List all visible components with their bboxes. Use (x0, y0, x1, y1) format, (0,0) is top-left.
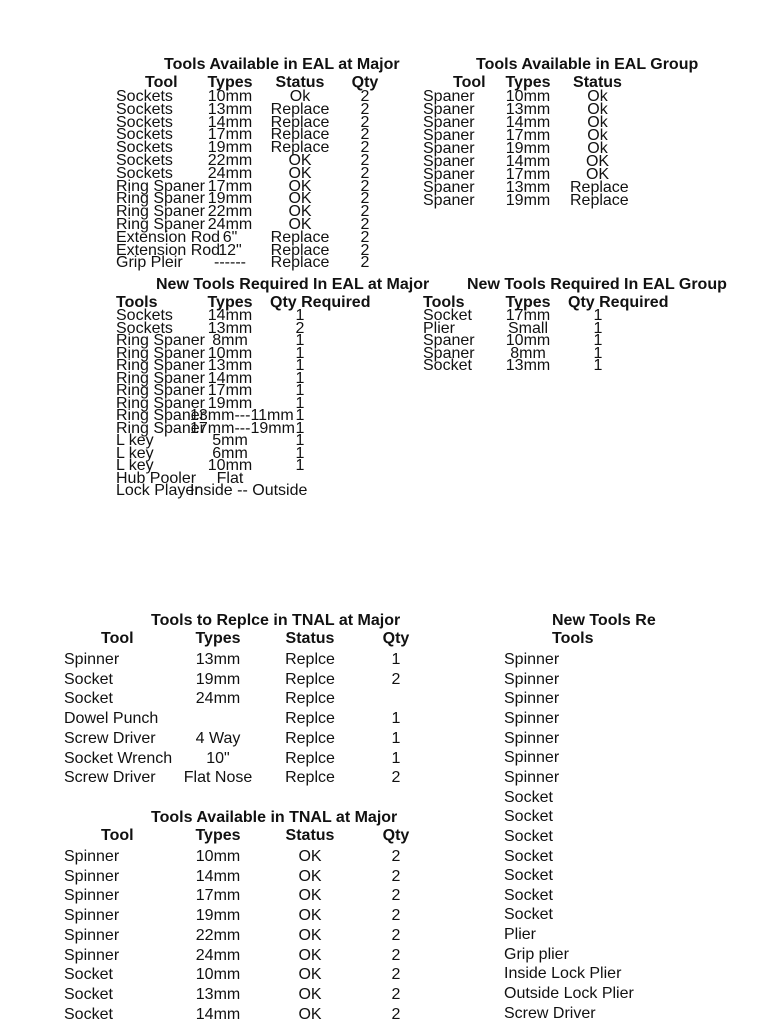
table-cell: 10mm (505, 332, 551, 349)
table-cell: 22mm (207, 203, 253, 221)
table-cell: 1 (593, 357, 603, 374)
column-header: Types (207, 74, 253, 91)
table-cell: Extension Rod (116, 228, 221, 246)
table-cell: Socket (64, 690, 113, 708)
table-cell: OK (288, 164, 312, 182)
table-cell: 1 (295, 357, 305, 374)
table-cell: 14mm (195, 867, 241, 885)
table-cell: Spinner (504, 670, 560, 688)
table-cell: OK (288, 177, 312, 195)
table-cell: Spaner (423, 166, 475, 183)
table-cell: 8mm (510, 344, 546, 362)
column-header: Tools (116, 294, 158, 311)
table-cell: 2 (391, 907, 401, 925)
table-cell: 13mm (195, 651, 241, 668)
table-cell: Inside -- Outside (190, 482, 308, 499)
table-cell: Sockets (116, 164, 173, 182)
table-cell: Socket (504, 827, 553, 845)
table-cell: Ring Spaner (116, 407, 205, 424)
table-cell: Replace (270, 254, 330, 272)
table-cell: 19mm (505, 192, 551, 209)
table-cell: 2 (360, 152, 370, 169)
table-cell: Outside Lock Plier (504, 985, 634, 1003)
column-header: Tool (145, 74, 178, 91)
table-cell: 2 (360, 164, 370, 182)
table-cell: 1 (391, 749, 401, 767)
table-cell: 10mm (207, 88, 253, 105)
table-cell: 1 (593, 344, 603, 362)
table-cell: 1 (295, 407, 305, 424)
table-cell: 1 (295, 394, 305, 412)
table-cell: Spaner (423, 153, 475, 170)
table-cell: Spinner (504, 768, 560, 786)
table-cell: 2 (360, 113, 370, 131)
table-cell: Spaner (423, 114, 475, 131)
column-header: Status (275, 74, 325, 91)
table-cell: 19mm (195, 670, 241, 688)
table-cell: Spaner (423, 140, 475, 157)
table-cell: 6mm (212, 444, 248, 462)
table-cell: OK (298, 1005, 322, 1023)
table-cell: Replce (285, 710, 335, 728)
table-cell: 13mm (207, 319, 253, 337)
table-cell: Replace (270, 228, 330, 246)
table-cell: 2 (295, 319, 305, 337)
table-cell: Spinner (504, 709, 560, 727)
table-cell: Socket (64, 966, 113, 984)
table-cell: Sockets (116, 113, 173, 131)
table-cell: 1 (391, 651, 401, 668)
table-cell: Spaner (423, 101, 475, 118)
table-cell: Spaner (423, 179, 475, 196)
table-cell: Replace (570, 192, 629, 209)
table-cell: Ring Spaner (116, 203, 205, 221)
table-cell: OK (585, 153, 610, 170)
table-cell: OK (298, 887, 322, 905)
table-cell: 2 (360, 203, 370, 221)
table-cell: Socket (504, 808, 553, 826)
table-cell: 1 (295, 432, 305, 449)
column-header: Tool (101, 827, 134, 844)
table-cell: OK (288, 152, 312, 169)
table-cell: 12" (218, 241, 242, 259)
table-cell: Ok (587, 88, 608, 105)
table-cell: Spinner (64, 907, 120, 925)
table-cell: Plier (504, 926, 537, 944)
table-cell: 24mm (207, 216, 253, 233)
table-cell: Socket (64, 670, 113, 688)
table-cell: L key (116, 444, 154, 462)
table-cell: Socket (504, 788, 553, 806)
table-cell: 17mm (195, 887, 241, 905)
table-cell: Ring Spaner (116, 369, 205, 387)
table-cell: Replce (285, 749, 335, 767)
table-cell: Ok (587, 140, 608, 157)
table-cell: Spinner (64, 887, 120, 905)
table-cell: Replace (270, 139, 330, 157)
column-header: Qty (351, 74, 379, 91)
table-cell: 13mm---11mm (190, 407, 294, 424)
table-cell: Spinner (64, 651, 120, 668)
column-header: Types (505, 74, 551, 91)
table-cell: Spaner (423, 192, 475, 209)
table-cell: 14mm (505, 153, 551, 170)
column-header: Tools (423, 294, 465, 311)
table-cell: Replce (285, 670, 335, 688)
table-cell: 1 (295, 457, 305, 474)
table-cell: Ring Spaner (116, 382, 205, 399)
table-cell: 22mm (207, 152, 253, 169)
table-cell: 13mm (505, 179, 551, 196)
table-cell: Extension Rod (116, 241, 221, 259)
column-header: Qty Required (568, 294, 669, 311)
table-cell: OK (585, 166, 610, 183)
table-cell: Spinner (64, 926, 120, 944)
table-cell: 17mm (505, 127, 551, 144)
table-cell: 14mm (207, 369, 253, 387)
table-cell: 17mm (505, 307, 551, 324)
table-cell: 2 (391, 670, 401, 688)
table-cell: 13mm (207, 100, 253, 118)
table-cell: 1 (295, 444, 305, 462)
table-cell: Socket (423, 307, 472, 324)
table-cell: OK (298, 985, 322, 1003)
table-title: New Tools Re (552, 612, 656, 629)
table-title: Tools Available in TNAL at Major (151, 809, 398, 826)
table-cell: 22mm (195, 926, 241, 944)
table-cell: Ring Spaner (116, 190, 205, 208)
table-cell: Replce (285, 769, 335, 787)
table-cell: 1 (295, 307, 305, 324)
table-cell: Spaner (423, 88, 475, 105)
column-header: Tool (101, 630, 134, 647)
table-cell: 10mm (207, 457, 253, 474)
column-header: Qty (382, 630, 410, 647)
table-cell: Grip Pleir (116, 254, 183, 272)
table-cell: 24mm (195, 690, 241, 708)
table-title: Tools Available in EAL at Major (164, 56, 400, 73)
table-cell: 2 (360, 190, 370, 208)
table-cell: Spinner (504, 749, 560, 767)
table-cell: 2 (360, 139, 370, 157)
table-cell: Ok (587, 101, 608, 118)
table-cell: OK (298, 867, 322, 885)
table-cell: 1 (593, 319, 603, 337)
table-cell: 14mm (195, 1005, 241, 1023)
column-header: Status (285, 630, 335, 647)
table-cell: Spinner (504, 651, 560, 668)
table-cell: 19mm (207, 139, 253, 157)
table-cell: Sockets (116, 100, 173, 118)
table-cell: 14mm (207, 307, 253, 324)
table-cell: Ok (587, 127, 608, 144)
table-cell: 5mm (212, 432, 248, 449)
table-cell: Replace (270, 241, 330, 259)
table-cell: Flat (216, 469, 244, 487)
column-header: Types (195, 630, 241, 647)
table-cell: 10" (206, 749, 230, 767)
table-cell: 13mm (195, 985, 241, 1003)
table-cell: 10mm (505, 88, 551, 105)
table-cell: Replace (570, 179, 629, 196)
table-cell: Plier (423, 319, 456, 337)
table-cell: Flat Nose (183, 769, 253, 787)
table-cell: OK (298, 966, 322, 984)
table-cell: 17mm (207, 177, 253, 195)
column-header: Types (505, 294, 551, 311)
table-cell: Sockets (116, 319, 173, 337)
table-cell: OK (298, 946, 322, 964)
table-cell: 1 (391, 729, 401, 747)
table-cell: Screw Driver (64, 729, 156, 747)
table-cell: 1 (295, 344, 305, 362)
table-cell: Ok (289, 88, 311, 105)
table-cell: 2 (360, 241, 370, 259)
column-header: Qty (382, 827, 410, 844)
table-cell: 19mm (505, 140, 551, 157)
table-cell: Dowel Punch (64, 710, 159, 728)
table-cell: OK (288, 190, 312, 208)
table-cell: Ring Spaner (116, 357, 205, 374)
table-cell: 24mm (195, 946, 241, 964)
table-cell: Screw Driver (504, 1004, 596, 1022)
table-cell: OK (298, 848, 322, 865)
table-cell: Socket Wrench (64, 749, 173, 767)
table-cell: Socket (504, 847, 553, 865)
table-title: Tools Available in EAL Group (476, 56, 699, 73)
table-cell: 1 (593, 307, 603, 324)
column-header: Tool (453, 74, 486, 91)
table-cell: Spaner (423, 127, 475, 144)
table-cell: Replce (285, 690, 335, 708)
table-cell: Spinner (504, 729, 560, 747)
table-cell: 10mm (195, 848, 241, 865)
table-cell: Spinner (504, 690, 560, 708)
table-cell: 17mm (207, 382, 253, 399)
table-cell: 10mm (207, 344, 253, 362)
table-cell: 17mm---19mm (190, 419, 295, 437)
table-cell: 13mm (505, 357, 551, 374)
table-cell: 10mm (195, 966, 241, 984)
table-cell: 13mm (505, 101, 551, 118)
table-cell: 1 (593, 332, 603, 349)
table-cell: 1 (391, 710, 401, 728)
column-header: Types (207, 294, 253, 311)
table-cell: Socket (504, 906, 553, 924)
table-cell: Replace (270, 126, 330, 144)
table-cell: 2 (391, 867, 401, 885)
column-header: Tools (552, 630, 594, 647)
table-cell: 2 (360, 88, 370, 105)
table-cell: 2 (360, 100, 370, 118)
table-cell: Replace (270, 113, 330, 131)
table-cell: 2 (360, 126, 370, 144)
table-cell: Spaner (423, 332, 475, 349)
column-header: Types (195, 827, 241, 844)
table-cell: 2 (391, 887, 401, 905)
table-cell: 2 (391, 966, 401, 984)
table-cell: Replce (285, 729, 335, 747)
table-cell: Ok (587, 114, 608, 131)
table-cell: 2 (391, 985, 401, 1003)
table-cell: 17mm (505, 166, 551, 183)
table-cell: Spaner (423, 344, 475, 362)
table-cell: Ring Spaner (116, 216, 205, 233)
column-header: Qty Required (270, 294, 371, 311)
table-cell: 6" (222, 228, 238, 246)
table-cell: Socket (64, 985, 113, 1003)
table-cell: 4 Way (195, 729, 241, 747)
table-cell: Hub Pooler (116, 469, 197, 487)
table-cell: 2 (360, 216, 370, 233)
table-cell: Spinner (64, 946, 120, 964)
table-title: New Tools Required In EAL Group (467, 276, 727, 293)
table-cell: Sockets (116, 307, 173, 324)
table-title: Tools to Replce in TNAL at Major (151, 612, 401, 629)
table-cell: Sockets (116, 88, 173, 105)
table-cell: Ring Spaner (116, 344, 205, 362)
table-cell: Socket (423, 357, 472, 374)
table-cell: Ring Spaner (116, 394, 205, 412)
table-cell: 2 (391, 848, 401, 865)
table-cell: 2 (391, 946, 401, 964)
table-cell: 1 (295, 419, 305, 437)
table-cell: Small (507, 319, 548, 337)
table-cell: 1 (295, 332, 305, 349)
column-header: Status (573, 74, 622, 91)
table-cell: 2 (391, 1005, 401, 1023)
table-cell: OK (288, 216, 312, 233)
table-cell: ------ (214, 254, 246, 272)
table-cell: L key (116, 432, 154, 449)
table-title: New Tools Required In EAL at Major (156, 276, 430, 293)
table-cell: L key (116, 457, 154, 474)
table-cell: Grip plier (504, 945, 569, 963)
column-header: Status (285, 827, 335, 844)
table-cell: 1 (295, 369, 305, 387)
table-cell: OK (288, 203, 312, 221)
table-cell: Socket (64, 1005, 113, 1023)
table-cell: 14mm (207, 113, 253, 131)
table-cell: Lock Player (116, 482, 200, 499)
table-cell: 19mm (207, 190, 253, 208)
table-cell: Spinner (64, 848, 120, 865)
table-cell: 2 (360, 228, 370, 246)
table-cell: 2 (360, 177, 370, 195)
table-cell: OK (298, 926, 322, 944)
table-cell: Spinner (64, 867, 120, 885)
table-cell: 17mm (207, 126, 253, 144)
table-cell: Inside Lock Plier (504, 965, 622, 983)
table-cell: Ring Spaner (116, 419, 205, 437)
table-cell: Ring Spaner (116, 177, 205, 195)
table-cell: 24mm (207, 164, 253, 182)
table-cell: 2 (391, 926, 401, 944)
table-cell: Sockets (116, 126, 173, 144)
table-cell: 14mm (505, 114, 551, 131)
table-cell: Screw Driver (64, 769, 156, 787)
table-cell: 13mm (207, 357, 253, 374)
table-cell: 1 (295, 382, 305, 399)
table-cell: Sockets (116, 139, 173, 157)
table-cell: OK (298, 907, 322, 925)
table-cell: Socket (504, 886, 553, 904)
table-cell: Ring Spaner (116, 332, 205, 349)
table-cell: 19mm (195, 907, 241, 925)
table-cell: Replce (285, 651, 335, 668)
table-cell: 19mm (207, 394, 253, 412)
table-cell: Sockets (116, 152, 173, 169)
table-cell: Socket (504, 867, 553, 885)
table-cell: 8mm (212, 332, 248, 349)
table-cell: Replace (270, 100, 330, 118)
table-cell: 2 (360, 254, 370, 272)
table-cell: 2 (391, 769, 401, 787)
